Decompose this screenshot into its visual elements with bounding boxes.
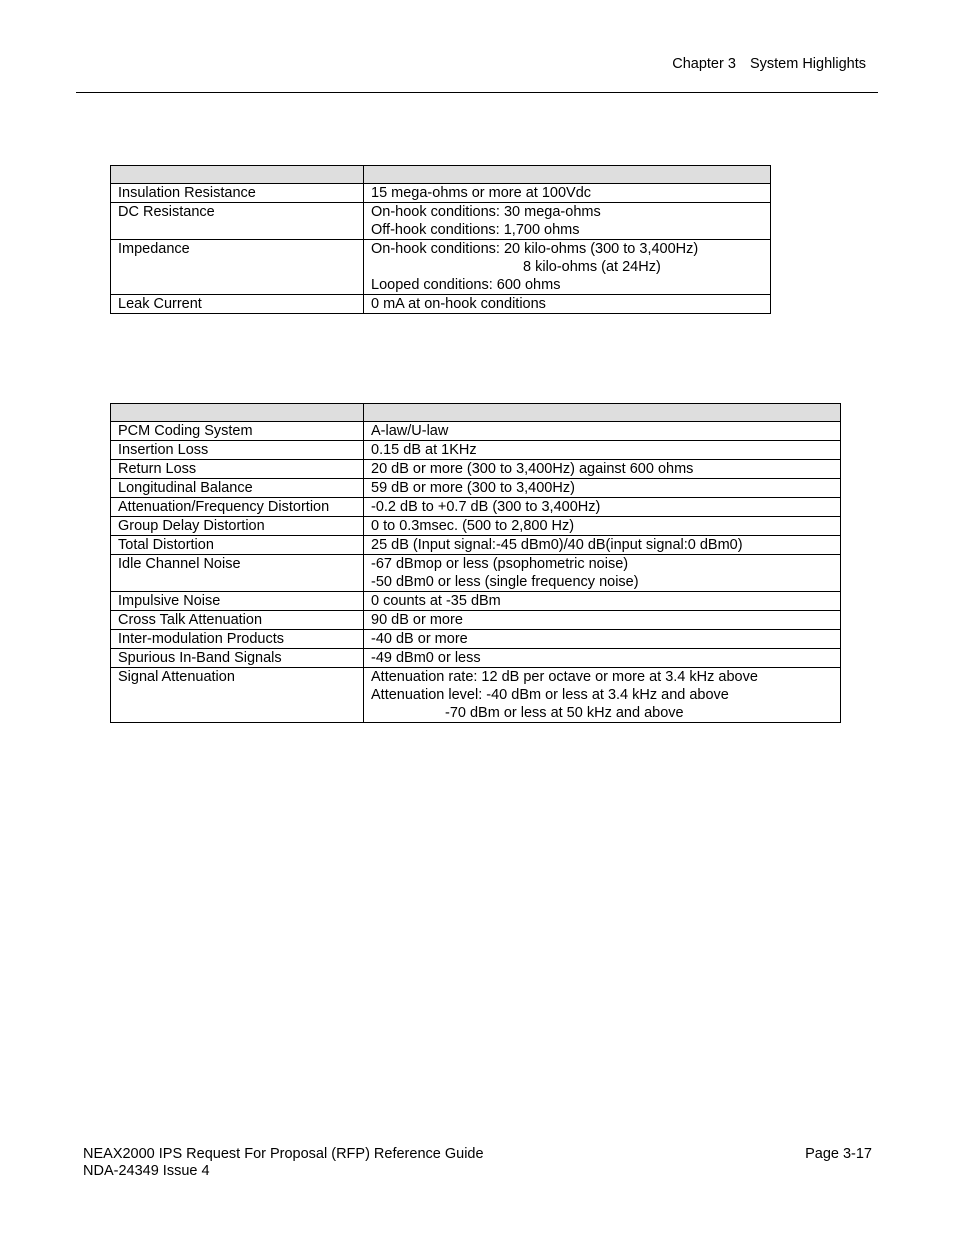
value-cell — [364, 441, 841, 460]
table-row — [111, 611, 841, 630]
value-cell — [364, 203, 771, 240]
value-cell — [364, 479, 841, 498]
value-line: 0.15 dB at 1KHz — [371, 442, 477, 458]
header-divider — [76, 92, 878, 93]
value-cell — [364, 517, 841, 536]
table-row — [111, 498, 841, 517]
param-cell: Attenuation/Frequency Distortion — [111, 498, 364, 517]
value-line: On-hook conditions: 20 kilo-ohms (300 to 3,400Hz) — [371, 241, 699, 257]
table-row — [111, 517, 841, 536]
table-row — [111, 460, 841, 479]
document-title: NEAX2000 IPS Request For Proposal (RFP) Reference Guide — [83, 1146, 484, 1162]
param-cell: Signal Attenuation — [111, 668, 364, 723]
param-cell: Insertion Loss — [111, 441, 364, 460]
value-line: 0 to 0.3msec. (500 to 2,800 Hz) — [371, 518, 575, 534]
param-cell: Impedance — [111, 240, 364, 295]
value-cell — [364, 555, 841, 592]
chapter-label: Chapter 3 — [672, 56, 736, 72]
table-row — [111, 422, 841, 441]
value-cell — [364, 295, 771, 314]
table-row — [111, 536, 841, 555]
table-row — [111, 592, 841, 611]
table-row — [111, 184, 771, 203]
param-cell: Longitudinal Balance — [111, 479, 364, 498]
table-row — [111, 649, 841, 668]
value-line: Attenuation rate: 12 dB per octave or more at 3.4 kHz above — [371, 669, 758, 685]
param-cell: Spurious In-Band Signals — [111, 649, 364, 668]
value-line: 59 dB or more (300 to 3,400Hz) — [371, 480, 575, 496]
value-line: Off-hook conditions: 1,700 ohms — [371, 222, 580, 238]
value-line: -0.2 dB to +0.7 dB (300 to 3,400Hz) — [371, 499, 601, 515]
table-row — [111, 479, 841, 498]
value-line: -50 dBm0 or less (single frequency noise) — [371, 574, 639, 590]
page-header — [672, 56, 866, 72]
table-row — [111, 630, 841, 649]
param-cell: Leak Current — [111, 295, 364, 314]
param-cell: Insulation Resistance — [111, 184, 364, 203]
param-cell: Cross Talk Attenuation — [111, 611, 364, 630]
line-characteristics-table — [110, 165, 771, 314]
page-number: Page 3-17 — [805, 1146, 872, 1162]
transmission-characteristics-table — [110, 403, 841, 723]
table-row — [111, 203, 771, 240]
value-cell — [364, 649, 841, 668]
param-cell: DC Resistance — [111, 203, 364, 240]
value-line: 90 dB or more — [371, 612, 463, 628]
param-cell: Return Loss — [111, 460, 364, 479]
value-cell — [364, 668, 841, 723]
value-line: -70 dBm or less at 50 kHz and above — [445, 705, 684, 721]
value-line: 0 counts at -35 dBm — [371, 593, 501, 609]
value-line: A-law/U-law — [371, 423, 449, 439]
value-line: 25 dB (Input signal:-45 dBm0)/40 dB(input signal:0 dBm0) — [371, 537, 743, 553]
value-line: -49 dBm0 or less — [371, 650, 481, 666]
value-line: -67 dBmop or less (psophometric noise) — [371, 556, 629, 572]
param-cell: Inter-modulation Products — [111, 630, 364, 649]
param-cell: Idle Channel Noise — [111, 555, 364, 592]
value-cell — [364, 592, 841, 611]
value-line: Attenuation level: -40 dBm or less at 3.4 kHz and above — [371, 687, 729, 703]
param-cell: PCM Coding System — [111, 422, 364, 441]
value-cell — [364, 460, 841, 479]
section-title: System Highlights — [749, 56, 866, 72]
value-line: 20 dB or more (300 to 3,400Hz) against 600 ohms — [371, 461, 694, 477]
value-line: On-hook conditions: 30 mega-ohms — [371, 204, 601, 220]
table-row — [111, 441, 841, 460]
table-row — [111, 295, 771, 314]
table-row — [111, 668, 841, 723]
value-cell — [364, 240, 771, 295]
table-header-row — [111, 404, 841, 422]
value-cell — [364, 498, 841, 517]
value-cell — [364, 611, 841, 630]
value-line: 15 mega-ohms or more at 100Vdc — [371, 185, 592, 201]
value-line: 0 mA at on-hook conditions — [371, 296, 546, 312]
param-cell: Impulsive Noise — [111, 592, 364, 611]
value-line: Looped conditions: 600 ohms — [371, 277, 561, 293]
document-number: NDA-24349 Issue 4 — [83, 1163, 210, 1179]
param-cell: Group Delay Distortion — [111, 517, 364, 536]
param-cell: Total Distortion — [111, 536, 364, 555]
value-line: 8 kilo-ohms (at 24Hz) — [523, 259, 661, 275]
value-cell — [364, 536, 841, 555]
value-cell — [364, 630, 841, 649]
table-row — [111, 555, 841, 592]
table-header-row — [111, 166, 771, 184]
value-cell — [364, 422, 841, 441]
page-footer-left — [83, 1146, 484, 1180]
table-row — [111, 240, 771, 295]
value-cell — [364, 184, 771, 203]
value-line: -40 dB or more — [371, 631, 468, 647]
